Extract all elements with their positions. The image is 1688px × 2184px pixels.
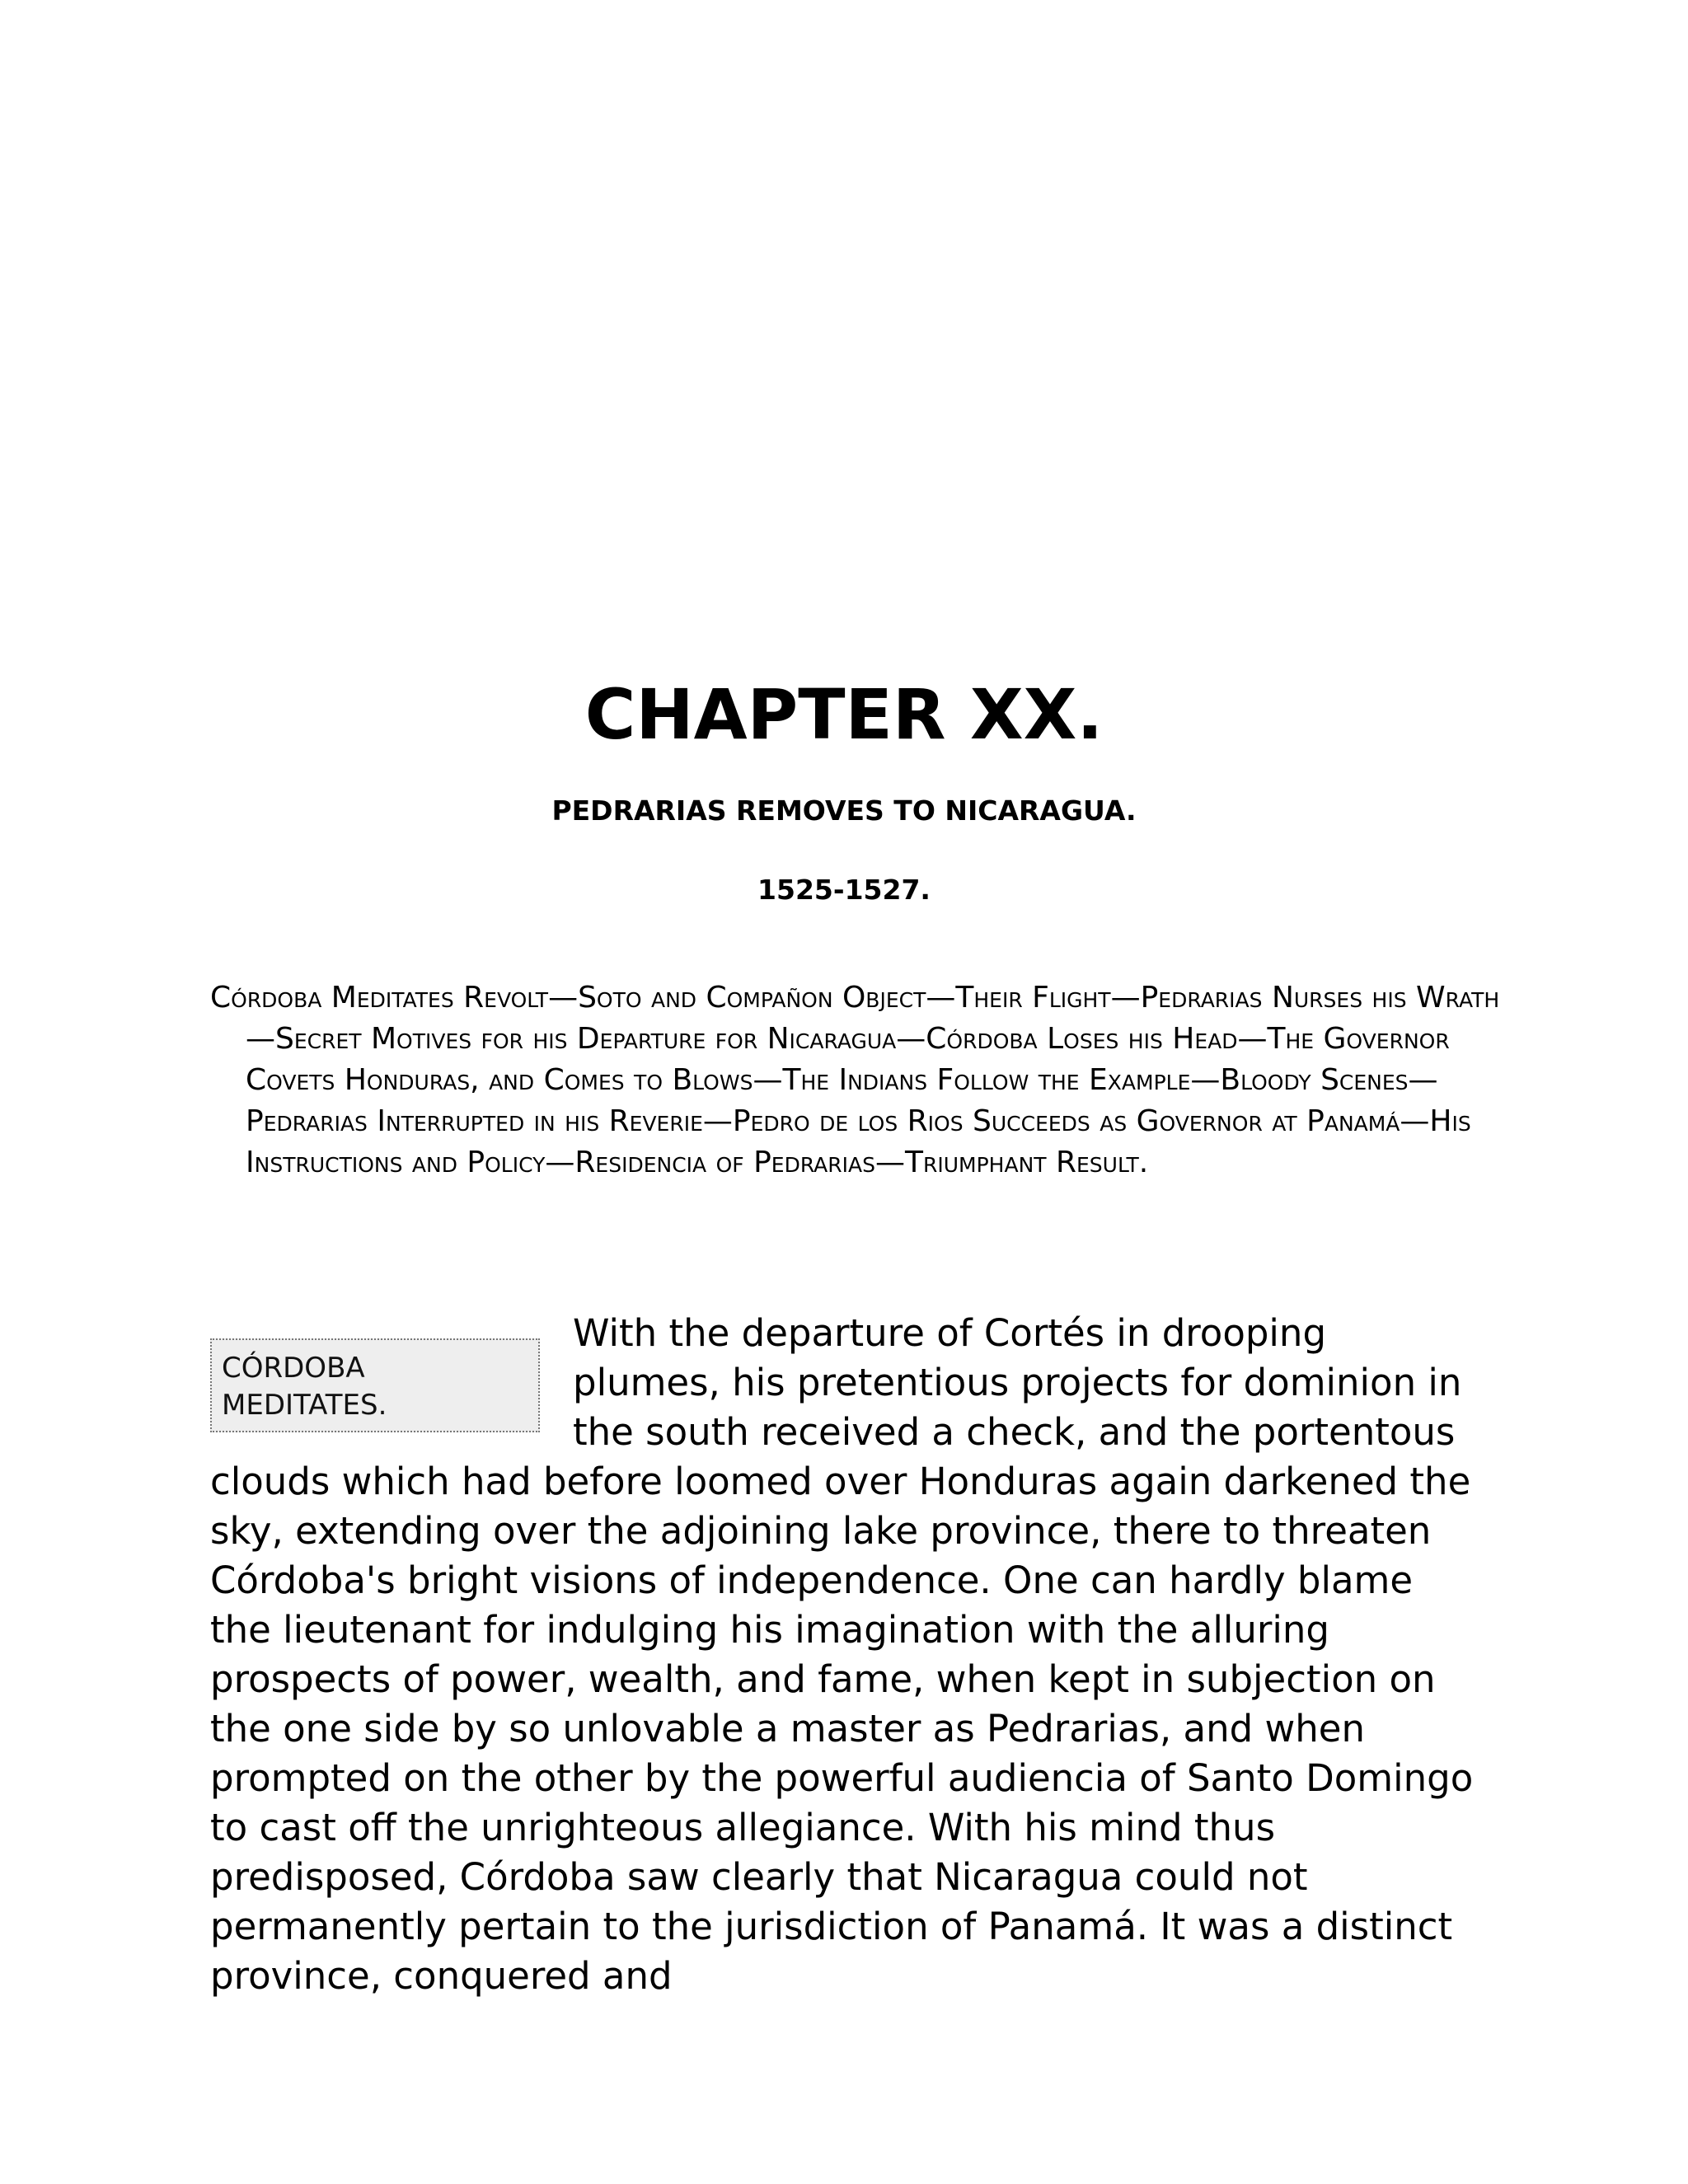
sidenote-spacer bbox=[210, 1309, 573, 1454]
chapter-dates: 1525-1527. bbox=[757, 874, 931, 906]
body-paragraph: With the departure of Cortés in drooping plumes, his pretentious projects for dominion in the south received a check, and the portentous clouds which had before loomed over Honduras again darkened the sky, extending over the adjoining lake province, there to threaten Córdoba's bright visions of independence. One can hardly blame the lieutenant for indulging his imagination with the alluring prospects of power, wealth, and fame, when kept in subjection on the one side by so unlovable a master as Pedrarias, and when prompted on the other by the powerful audiencia of Santo Domingo to cast off the unrighteous allegiance. With his mind thus predisposed, Córdoba saw clearly that Nicaragua could not permanently pertain to the jurisdiction of Panamá. It was a distinct province, conquered and bbox=[210, 1311, 1474, 1998]
margin-sidenote: CÓRDOBA MEDITATES. bbox=[210, 1338, 540, 1432]
body-paragraph-container bbox=[210, 1309, 1479, 2001]
chapter-synopsis: Córdoba Meditates Revolt—Soto and Compañon Object—Their Flight—Pedrarias Nurses his Wrath—Secret Motives for his Departure for Nicaragua—Córdoba Loses his Head—The Governor Covets Honduras, and Comes to Blows—The Indians Follow the Example—Bloody Scenes—Pedrarias Interrupted in his Reverie—Pedro de los Rios Succeeds as Governor at Panamá—His Instructions and Policy—Residencia of Pedrarias—Triumphant Result. bbox=[210, 981, 1500, 1179]
chapter-subtitle: PEDRARIAS REMOVES TO NICARAGUA. bbox=[551, 794, 1137, 827]
chapter-title: CHAPTER XX. bbox=[584, 674, 1104, 755]
